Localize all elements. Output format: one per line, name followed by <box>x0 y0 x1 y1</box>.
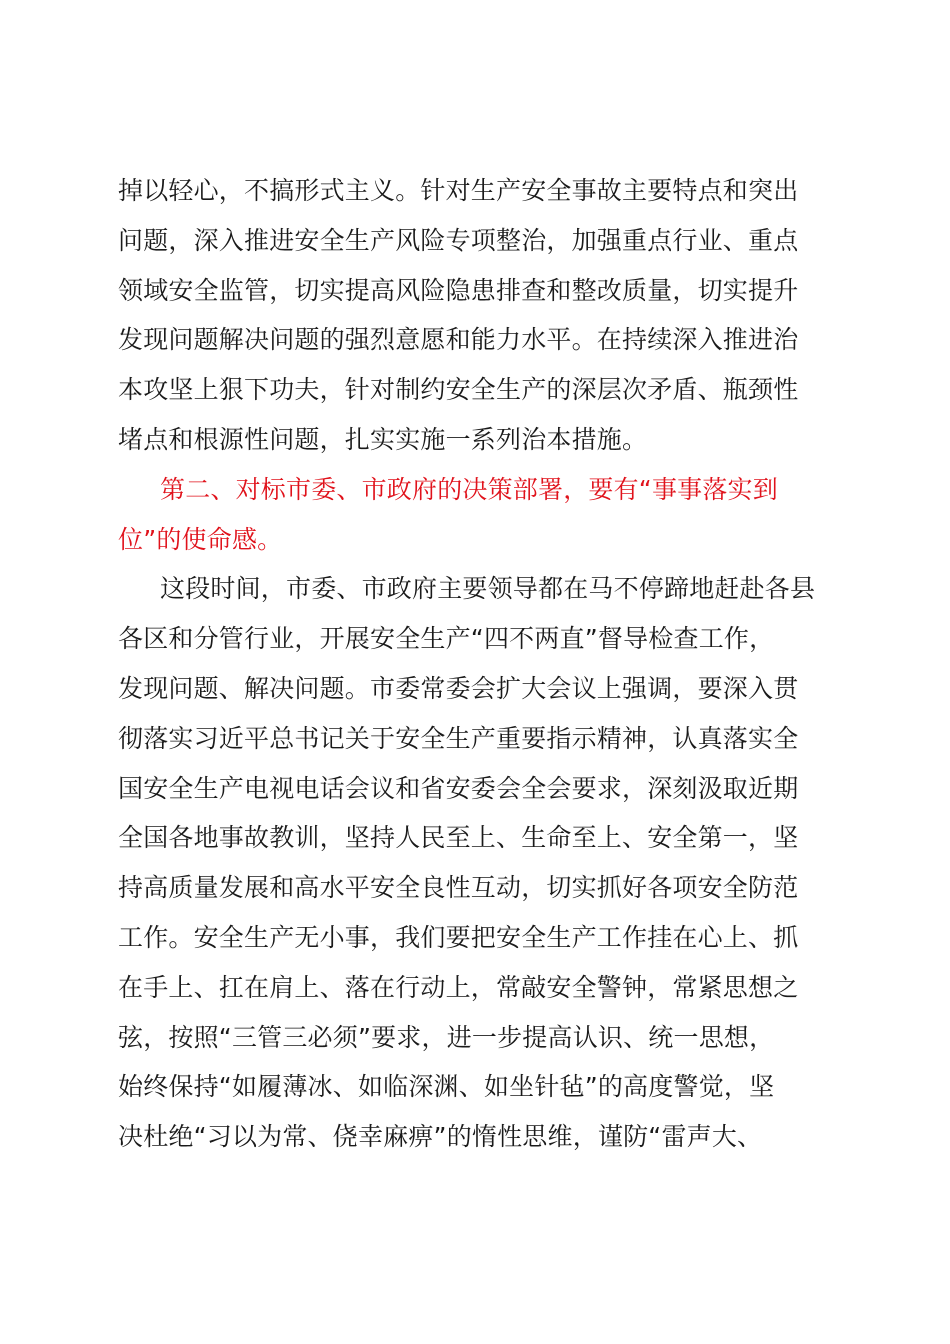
text-line: 掉以轻心，不搞形式主义。针对生产安全事故主要特点和突出 <box>118 176 799 205</box>
text-line: 国安全生产电视电话会议和省安委会全会要求，深刻汲取近期 <box>118 773 799 803</box>
text-line: 持高质量发展和高水平安全良性互动，切实抓好各项安全防范 <box>118 873 799 903</box>
text-line: 工作。安全生产无小事，我们要把安全生产工作挂在心上、抓 <box>118 922 799 952</box>
document-body <box>118 166 830 1162</box>
section-heading <box>118 465 830 565</box>
text-line: 弦，按照“三管三必须”要求，进一步提高认识、统一思想， <box>118 1022 775 1052</box>
text-line: 在手上、扛在肩上、落在行动上，常敲安全警钟，常紧思想之 <box>118 972 799 1002</box>
text-line: 各区和分管行业，开展安全生产“四不两直”督导检查工作， <box>118 624 775 654</box>
text-line: 本攻坚上狠下功夫，针对制约安全生产的深层次矛盾、瓶颈性 <box>118 375 799 405</box>
text-line: 始终保持“如履薄冰、如临深渊、如坐针毡”的高度警觉，坚 <box>118 1072 775 1102</box>
text-line: 全国各地事故教训，坚持人民至上、生命至上、安全第一，坚 <box>118 823 799 853</box>
text-line: 决杜绝“习以为常、侥幸麻痹”的惰性思维，谨防“雷声大、 <box>118 1122 763 1152</box>
text-line: 这段时间，市委、市政府主要领导都在马不停蹄地赶赴各县 <box>160 574 816 604</box>
heading-line: 位”的使命感。 <box>118 524 283 554</box>
paragraph-p3 <box>118 564 830 1162</box>
paragraph-p1 <box>118 166 830 465</box>
heading-line: 第二、对标市委、市政府的决策部署，要有“事事落实到 <box>160 474 778 504</box>
text-line: 发现问题、解决问题。市委常委会扩大会议上强调，要深入贯 <box>118 673 799 703</box>
text-line: 领域安全监管，切实提高风险隐患排查和整改质量，切实提升 <box>118 275 799 305</box>
text-line: 堵点和根源性问题，扎实实施一系列治本措施。 <box>118 424 648 454</box>
text-line: 发现问题解决问题的强烈意愿和能力水平。在持续深入推进治 <box>118 325 799 355</box>
text-line: 问题，深入推进安全生产风险专项整治，加强重点行业、重点 <box>118 225 799 255</box>
text-line: 彻落实习近平总书记关于安全生产重要指示精神，认真落实全 <box>118 723 799 753</box>
